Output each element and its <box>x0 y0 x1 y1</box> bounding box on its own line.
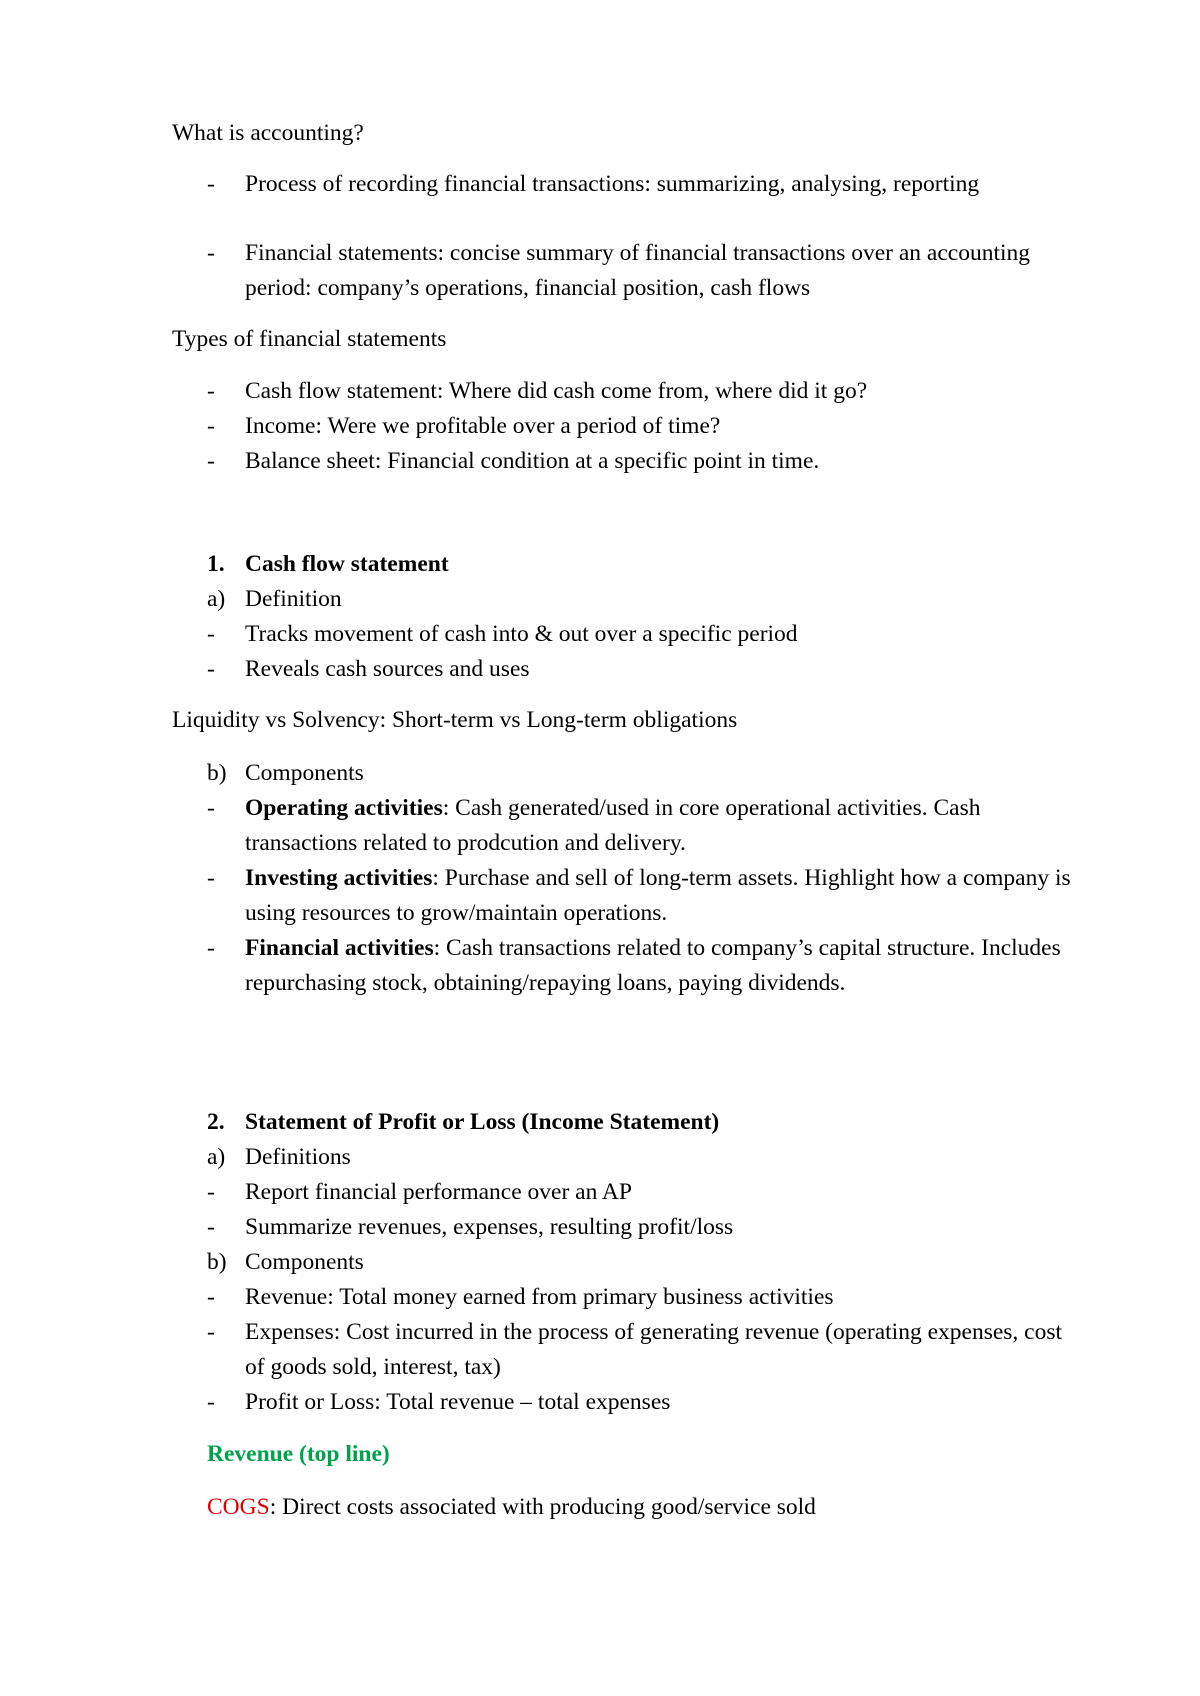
list-item <box>207 374 1107 409</box>
list-item-text <box>245 791 1065 861</box>
list-item <box>207 617 1107 652</box>
list-item-text: Revenue: Total money earned from primary business activities <box>245 1284 834 1310</box>
list-item <box>207 652 1107 687</box>
subsection-marker: a) <box>207 1144 226 1170</box>
bullet-marker: - <box>207 378 215 404</box>
section-title: Cash flow statement <box>245 551 449 577</box>
subsection-label: Components <box>245 760 364 786</box>
subsection-marker: b) <box>207 1249 227 1275</box>
list-item-text <box>245 861 1095 931</box>
bullet-marker: - <box>207 656 215 682</box>
section-1-heading <box>207 547 1107 582</box>
list-item-text: Process of recording financial transactions: summarizing, analysing, reporting <box>245 171 980 197</box>
subsection-marker: b) <box>207 760 227 786</box>
subsection-heading <box>207 1140 1107 1175</box>
list-item <box>207 791 1107 861</box>
bullet-marker: - <box>207 1389 215 1415</box>
bullet-marker: - <box>207 1214 215 1240</box>
bullet-marker: - <box>207 621 215 647</box>
list-item <box>207 1315 1107 1385</box>
list-item-text: Cash flow statement: Where did cash come from, where did it go? <box>245 378 868 404</box>
liquidity-note: Liquidity vs Solvency: Short-term vs Long-term obligations <box>172 707 738 733</box>
term-description: : Cash transactions related to company’s capital structure. Includes repurchasing stock, obtaining/repaying loans, paying dividends. <box>245 935 1061 996</box>
list-item <box>207 167 1107 202</box>
bullet-marker: - <box>207 1179 215 1205</box>
list-item <box>207 931 1107 1001</box>
term-description: : Cash generated/used in core operational activities. Cash transactions related to prodcution and delivery. <box>245 795 981 856</box>
list-item <box>207 1280 1107 1315</box>
list-item-text: Profit or Loss: Total revenue – total expenses <box>245 1389 671 1415</box>
cogs-text: : Direct costs associated with producing good/service sold <box>269 1494 816 1520</box>
list-item-text: Income: Were we profitable over a period of time? <box>245 413 721 439</box>
cogs-line <box>207 1490 816 1525</box>
section-title: Statement of Profit or Loss (Income Statement) <box>245 1109 720 1135</box>
bullet-marker: - <box>207 413 215 439</box>
subsection-label: Definitions <box>245 1144 351 1170</box>
list-item <box>207 409 1107 444</box>
section-2-heading <box>207 1105 1107 1140</box>
bullet-marker: - <box>207 865 215 891</box>
list-item-text: Balance sheet: Financial condition at a specific point in time. <box>245 448 820 474</box>
subsection-heading <box>207 756 1107 791</box>
list-item-text <box>245 931 1075 1001</box>
term: Financial activities <box>245 935 434 961</box>
intro-heading: What is accounting? <box>172 120 364 146</box>
subsection-marker: a) <box>207 586 226 612</box>
section-number: 1. <box>207 551 225 577</box>
bullet-marker: - <box>207 240 215 266</box>
term: Investing activities <box>245 865 433 891</box>
revenue-label: Revenue (top line) <box>207 1441 390 1467</box>
subsection-heading <box>207 582 1107 617</box>
list-item-text: Summarize revenues, expenses, resulting profit/loss <box>245 1214 734 1240</box>
list-item <box>207 1175 1107 1210</box>
section-number: 2. <box>207 1109 225 1135</box>
subsection-label: Components <box>245 1249 364 1275</box>
cogs-label: COGS <box>207 1494 270 1520</box>
list-item <box>207 1385 1107 1420</box>
list-item-text: Reveals cash sources and uses <box>245 656 530 682</box>
subsection-heading <box>207 1245 1107 1280</box>
list-item-text: Report financial performance over an AP <box>245 1179 632 1205</box>
bullet-marker: - <box>207 935 215 961</box>
term-description: : Purchase and sell of long-term assets. Highlight how a company is using resources to grow/maintain operations. <box>245 865 1071 926</box>
list-item <box>207 861 1107 931</box>
bullet-marker: - <box>207 1319 215 1345</box>
types-heading: Types of financial statements <box>172 326 447 352</box>
bullet-marker: - <box>207 171 215 197</box>
bullet-marker: - <box>207 795 215 821</box>
list-item-text: Tracks movement of cash into & out over a specific period <box>245 621 798 647</box>
list-item <box>207 444 1107 479</box>
list-item-text: Financial statements: concise summary of financial transactions over an accounting period: company’s operations, financial position, cash flows <box>245 240 1031 301</box>
subsection-label: Definition <box>245 586 342 612</box>
bullet-marker: - <box>207 1284 215 1310</box>
term: Operating activities <box>245 795 443 821</box>
list-item <box>207 236 1107 306</box>
list-item-text: Expenses: Cost incurred in the process of generating revenue (operating expenses, cost of goods sold, interest, tax) <box>245 1319 1063 1380</box>
list-item <box>207 1210 1107 1245</box>
bullet-marker: - <box>207 448 215 474</box>
